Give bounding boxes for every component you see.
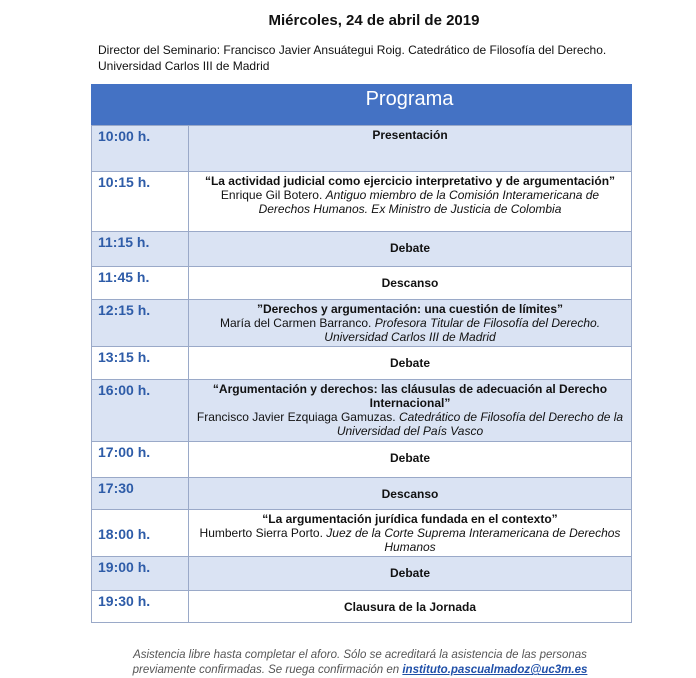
agenda-speaker-line	[195, 188, 625, 216]
program-heading-label: Programa	[365, 88, 454, 110]
speaker-role: Juez de la Corte Suprema Interamericana de Derechos Humanos	[326, 526, 621, 554]
agenda-title: Descanso	[381, 276, 439, 290]
agenda-time: 11:15 h.	[92, 232, 189, 267]
agenda-row	[92, 591, 632, 623]
attendance-note-text: previamente confirmadas. Se ruega confirmación en	[132, 664, 400, 676]
agenda-time: 10:15 h.	[92, 172, 189, 232]
agenda-item	[189, 380, 632, 442]
agenda-title: Presentación	[372, 128, 448, 142]
speaker-name: Humberto Sierra Porto.	[199, 526, 323, 540]
agenda-title: Descanso	[381, 487, 439, 501]
event-date: Miércoles, 24 de abril de 2019	[268, 12, 480, 29]
director-info	[98, 43, 658, 74]
agenda-item	[189, 591, 632, 623]
agenda-item	[189, 232, 632, 267]
agenda-speaker-line	[195, 316, 625, 344]
speaker-name: Francisco Javier Ezquiaga Gamuzas.	[196, 410, 396, 424]
agenda-time: 12:15 h.	[92, 300, 189, 347]
agenda-row	[92, 510, 632, 557]
agenda-title: Debate	[389, 356, 430, 370]
agenda-item	[189, 478, 632, 510]
agenda-row	[92, 172, 632, 232]
speaker-role: Profesora Titular de Filosofía del Derecho. Universidad Carlos III de Madrid	[324, 316, 601, 344]
agenda-title: Debate	[389, 566, 430, 580]
agenda-row	[92, 347, 632, 380]
director-affiliation: Universidad Carlos III de Madrid	[98, 58, 270, 73]
agenda-table	[91, 125, 632, 623]
agenda-item	[189, 267, 632, 300]
agenda-row	[92, 267, 632, 300]
agenda-row	[92, 232, 632, 267]
agenda-title: ”Derechos y argumentación: una cuestión de límites”	[256, 302, 564, 316]
agenda-time: 10:00 h.	[92, 126, 189, 172]
speaker-role: Antiguo miembro de la Comisión Interamericana de Derechos Humanos. Ex Ministro de Justicia de Colombia	[258, 188, 600, 216]
agenda-speaker-line	[195, 410, 625, 438]
agenda-title: Clausura de la Jornada	[343, 600, 477, 614]
agenda-title: Debate	[389, 451, 430, 465]
attendance-note	[0, 648, 696, 678]
agenda-time: 18:00 h.	[92, 510, 189, 557]
agenda-item	[189, 172, 632, 232]
agenda-row	[92, 300, 632, 347]
speaker-name: Enrique Gil Botero.	[220, 188, 323, 202]
agenda-time: 17:00 h.	[92, 442, 189, 478]
agenda-speaker-line	[195, 526, 625, 554]
agenda-row	[92, 478, 632, 510]
program-heading	[91, 84, 632, 125]
agenda-item	[189, 347, 632, 380]
agenda-item	[189, 126, 632, 172]
contact-email-link[interactable]: instituto.pascualmadoz@uc3m.es	[402, 664, 588, 676]
agenda-time: 16:00 h.	[92, 380, 189, 442]
agenda-row	[92, 380, 632, 442]
agenda-time: 19:30 h.	[92, 591, 189, 623]
agenda-time: 11:45 h.	[92, 267, 189, 300]
agenda-row	[92, 557, 632, 591]
agenda-title: “La argumentación jurídica fundada en el contexto”	[262, 512, 558, 526]
speaker-name: María del Carmen Barranco.	[219, 316, 372, 330]
agenda-row	[92, 126, 632, 172]
agenda-time: 19:00 h.	[92, 557, 189, 591]
agenda-title: “Argumentación y derechos: las cláusulas de adecuación al Derecho Internacional”	[212, 382, 608, 410]
speaker-role: Catedrático de Filosofía del Derecho de la Universidad del País Vasco	[336, 410, 624, 438]
agenda-item	[189, 442, 632, 478]
attendance-note-line	[0, 663, 696, 678]
agenda-title: Debate	[389, 241, 430, 255]
director-line: Director del Seminario: Francisco Javier Ansuátegui Roig. Catedrático de Filosofía del Derecho.	[98, 43, 607, 57]
agenda-row	[92, 442, 632, 478]
agenda-item	[189, 510, 632, 557]
agenda-title: “La actividad judicial como ejercicio interpretativo y de argumentación”	[204, 174, 616, 188]
attendance-note-line: Asistencia libre hasta completar el aforo. Sólo se acreditará la asistencia de las personas	[133, 649, 587, 661]
agenda-time: 17:30	[92, 478, 189, 510]
agenda-item	[189, 300, 632, 347]
agenda-time: 13:15 h.	[92, 347, 189, 380]
agenda-item	[189, 557, 632, 591]
